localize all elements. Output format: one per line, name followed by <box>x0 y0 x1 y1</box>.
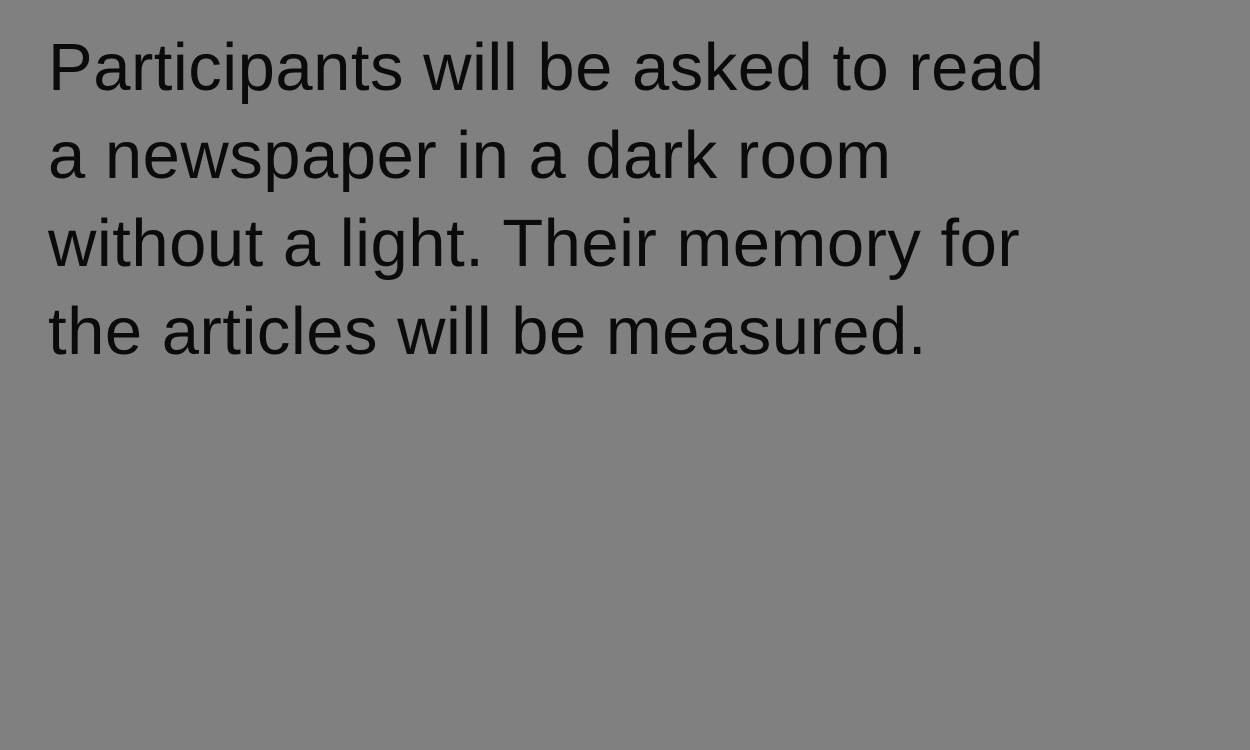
stimulus-text <box>48 24 1218 376</box>
stimulus-line-1: Participants will be asked to read <box>48 30 1045 105</box>
stimulus-line-4: the articles will be measured. <box>48 294 927 369</box>
stimulus-line-3: without a light. Their memory for <box>48 206 1021 281</box>
stimulus-line-2: a newspaper in a dark room <box>48 118 892 193</box>
